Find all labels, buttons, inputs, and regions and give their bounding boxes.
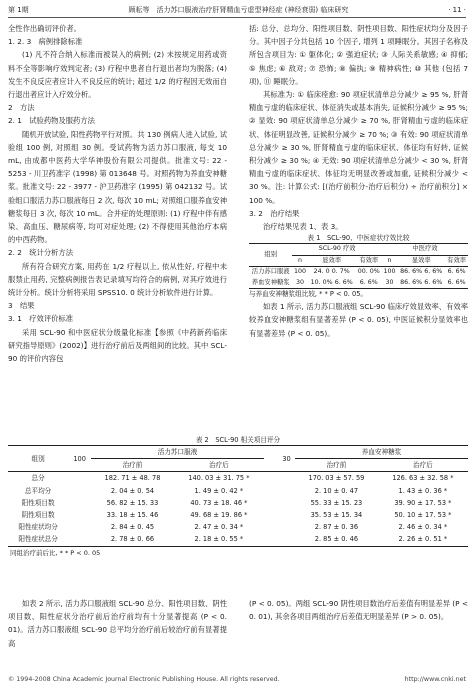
table-cell [68,472,91,485]
table-cell: 86. 6% 6. 6% [400,278,443,286]
subheading: 3. 1 疗效评价标准 [8,314,74,324]
table1-subheader: 显效率 [308,255,356,267]
table-cell [278,533,295,546]
table-cell: 126. 63 ± 32. 58 * [392,474,454,483]
table2-arm-b: 养血安神糖浆 [295,446,468,459]
table-row [249,267,468,278]
table-cell: 30 [385,278,394,286]
table-cell: 2. 26 ± 0. 51 * [398,535,448,544]
table2-subheader: 治疗前 [91,459,174,472]
table-cell [278,497,295,509]
table2-subheader: 治疗前 [295,459,378,472]
table-row [8,472,468,485]
table2-arm-a: 活力苏口服液 [91,446,264,459]
table-cell: 2. 04 ± 0. 54 [110,486,155,495]
right-column [249,22,468,340]
table-cell: 2. 78 ± 0. 66 [110,535,155,544]
subheading: 2. 1 试验药物及服药方法 [8,116,95,126]
site-link: http://www.cnki.net [404,676,466,683]
table-cell: 2. 84 ± 0. 45 [110,523,155,532]
table2-n-a: 100 [68,446,91,472]
copyright: © 1994-2008 China Academic Journal Electronic Publishing House. All rights reserved. [8,676,280,683]
paragraph: 治疗结果见表 1、表 3。 [263,222,343,232]
table1-colgroup: 中医疗效 [382,244,468,256]
table-cell: 55. 33 ± 15. 23 [310,498,363,507]
table1-subheader: n [292,255,307,267]
table2-subheader: 治疗后 [174,459,264,472]
table1-subheader: 有效率 [445,255,468,267]
table1 [249,243,468,289]
table-cell: 24. 0 0. 7% [313,268,350,276]
table-row [8,521,468,533]
paragraph: 如表 1 所示, 活力苏口服液组 SCL-90 临床疗效显效率、有效率较养血安神糖浆组有显著差异 (P < 0. 05), 中医证候积分显效率也有显著差异 (P < 0. 05)。 [249,302,468,338]
subheading: 2. 2 统计分析方法 [8,248,74,258]
table-cell: 2. 10 ± 0. 47 [314,486,359,495]
table-cell [264,485,278,497]
table-cell: 50. 10 ± 17. 53 * [394,511,452,520]
table1-subheader: 有效率 [356,255,382,267]
page-header [8,3,466,18]
table-row-label: 总分 [31,474,45,483]
table-cell [68,485,91,497]
table-cell [264,533,278,546]
table-cell: 49. 68 ± 19. 86 * [190,511,248,520]
table-cell: 100 [294,268,307,276]
paragraph: 括: 总分、总均分、阳性项目数、阴性项目数、阳性症状均分及因子分。其中因子分共包括 10 个因子, 增列 1 项睡眠分。其因子名称及所包含项目为: ① 躯体化; ② 强迫症状; ③ 人际关系敏感; ④ 抑郁; ⑤ 焦虑; ⑥ 敌对; ⑦ 恐怖; ⑧ 偏执; ⑨ 精神病性; ⑩ 其他 (包括 7 项), ⑪ 睡眠分。 [249,24,468,86]
paragraph: (1) 凡不符合纳入标准而被误入的病例; (2) 未按规定用药或资料不全等影响疗效判定者; (3) 疗程中患者自行退出者均为脱落; (4) 发生不良反应者应计入不良反应的统计; 超过 1/2 的疗程因无效而自行退出者应计入疗效分析。 [8,50,227,100]
table-cell: 养血安神糖浆 [251,278,290,286]
section-heading: 2 方法 [8,103,35,113]
table2 [8,445,468,547]
table-row-label: 阳性症状总分 [18,535,58,544]
table-cell [68,533,91,546]
subheading: 3. 2 治疗结果 [249,208,300,218]
table2-subheader: 治疗后 [378,459,468,472]
table-cell: 2. 18 ± 0. 55 * [194,535,244,544]
table2-caption: 表 2 SCL-90 相关项目评分 [195,436,281,444]
table-row [8,509,468,521]
bottom-right-column [249,597,468,623]
bottom-left-column [8,597,227,650]
table1-note: 与养血安神糖浆组比较, * * P < 0. 05。 [249,290,367,299]
paragraph: 如表 2 所示, 活力苏口服液组 SCL-90 总分、阳性项目数、阴性项目数、阳性症状分治疗前后治疗前均有十分显著提高 (P < 0. 01)。活力苏口服液组 SCL-90 总平均分治疗前后较治疗前有显著提高 [8,599,227,648]
table2-n-b: 30 [278,446,295,472]
table-cell [68,521,91,533]
page-number: · 11 · [448,6,466,14]
table-cell [278,521,295,533]
table-cell: 6. 6% [447,268,466,276]
table-cell: 2. 87 ± 0. 36 [314,523,359,532]
running-title: 顾耘等 活力苏口服液治疗肝肾精血亏虚型神经症 (神经衰弱) 临床研究 [128,6,349,14]
section-heading: 3 结果 [8,301,35,311]
table-cell: 2. 47 ± 0. 34 * [194,523,244,532]
paragraph: 全性作出确切评价者。 [8,24,81,33]
table-cell: 10. 0% 6. 6% [310,278,353,286]
table2-block [8,435,468,558]
table-cell: 56. 82 ± 15. 33 [106,498,159,507]
paragraph: 随机开放试验, 阳性药物平行对照。共 130 例病人进入试验, 试验组 100 例, 对照组 30 例。受试药物为活力苏口服液, 每支 10 mL, 由成都中医药大学华神股份有限公司提供。批准文号: 22 - 5253 - 川卫药准字 (1998) 第 013648 号。对照药物为养血安神糖浆。批准文号: 22 - 3977 - 沪卫药准字 (1995) 第 042132 号。试验组口服活力苏口服液每日 2 次, 每次 10 mL; 对照组口服养血安神糖浆每日 3 次, 每次 10 mL。合并症的处理原则: (1) 疗程中伴有感染、高血压、糖尿病等, 均可对症处理; (2) 不得使用其他治疗本病的中西药物。 [8,129,227,245]
table-row [8,533,468,546]
paragraph: (P < 0. 05)。两组 SCL-90 阴性项目数治疗后差值有明显差异 (P < 0. 01), 其余各项目两组治疗后差值无明显差异 (P > 0. 05)。 [249,599,468,622]
table-cell: 6. 6% [359,278,378,286]
subheading: 1. 2. 3 病例排除标准 [8,37,83,47]
table2-note: 同组治疗前后比, * * P < 0. 05 [10,548,101,557]
table-row-label: 阳性项目数 [21,498,55,507]
paragraph: 所有符合研究方案, 用药在 1/2 疗程以上, 依从性好, 疗程中未服禁止用药, 完整病例报告表记录填写均符合的病例, 对其疗效进行统计分析。统计分析将采用 SPSS10. 0 统计分析软件进行计算。 [8,261,227,298]
table-cell [68,509,91,521]
table-cell [264,509,278,521]
table-cell: 1. 43 ± 0. 36 * [398,486,448,495]
table-cell [264,497,278,509]
table-cell: 100 [383,268,396,276]
table-cell: 1. 49 ± 0. 42 * [194,486,244,495]
table-cell: 33. 18 ± 15. 46 [106,511,159,520]
table-cell: 170. 03 ± 57. 59 [308,474,365,483]
table2-body [8,472,468,546]
table1-subheader: n [382,255,397,267]
table-cell: 39. 90 ± 17. 53 * [394,498,452,507]
table-cell: 182. 71 ± 48. 78 [104,474,161,483]
table-cell: 00. 0% [357,268,380,276]
page-footer [8,676,466,683]
table1-subheader: 显效率 [397,255,445,267]
table-cell: 35. 53 ± 15. 34 [310,511,363,520]
table-cell: 2. 46 ± 0. 34 * [398,523,448,532]
table-row-label: 总平均分 [24,486,52,495]
table-row-label: 阴性项目数 [21,511,55,520]
issue-label: 第 1期 [8,6,29,14]
table-cell [278,472,295,485]
left-column [8,22,227,365]
table1-colgroup: SCL-90 疗效 [292,244,382,256]
table-cell: 2. 85 ± 0. 46 [314,535,359,544]
table-row [8,497,468,509]
table-cell: 活力苏口服液 [251,268,290,276]
table1-group-header: 组别 [249,244,292,267]
table-cell [278,485,295,497]
table1-caption: 表 1 SCL-90、中医症状疗效比较 [307,234,410,243]
table-cell [264,521,278,533]
table-cell: 140. 03 ± 31. 75 * [188,474,250,483]
table2-group-header: 组别 [8,446,68,472]
table-cell: 40. 73 ± 18. 46 * [190,498,248,507]
paragraph: 其标准为: ① 临床痊愈: 90 项症状清单总分减少 ≥ 95 %, 肝肾精血亏虚的临床症状、体征消失或基本消失, 证候积分减少 ≥ 95 %; ② 显效: 90 项症状清单总分减少 ≥ 70 %, 肝肾精血亏虚的临床症状、体征明显改善, 证候积分减少 ≥ 70 %; ③ 有效: 90 项症状清单总分减少 ≥ 30 %, 肝肾精血亏虚的临床症状、体征均有好转, 证候积分减少 ≥ 30 %; ④ 无效: 90 项症状清单总分减少 < 30 %, 肝肾精血亏虚的临床症状、体征均无明显改善或加重, 证候积分减少 < 30 %。注: 计算公式: [(治疗前积分-治疗后积分) ÷ 治疗前积分] × 100 %。 [249,90,468,205]
table-row [8,485,468,497]
paragraph: 采用 SCL-90 和中医症状分级量化标准【参照《中药新药临床研究指导原则》(2002)】进行治疗前后及两组间的比较。其中 SCL-90 的评价内容包 [8,327,227,364]
table-cell [264,472,278,485]
table-cell: 30 [296,278,305,286]
table-cell [278,509,295,521]
table-cell [68,497,91,509]
table-row [249,278,468,289]
table-row-label: 阳性症状均分 [18,523,58,532]
table-cell: 6. 6% [447,278,466,286]
table-cell: 86. 6% 6. 6% [400,268,443,276]
